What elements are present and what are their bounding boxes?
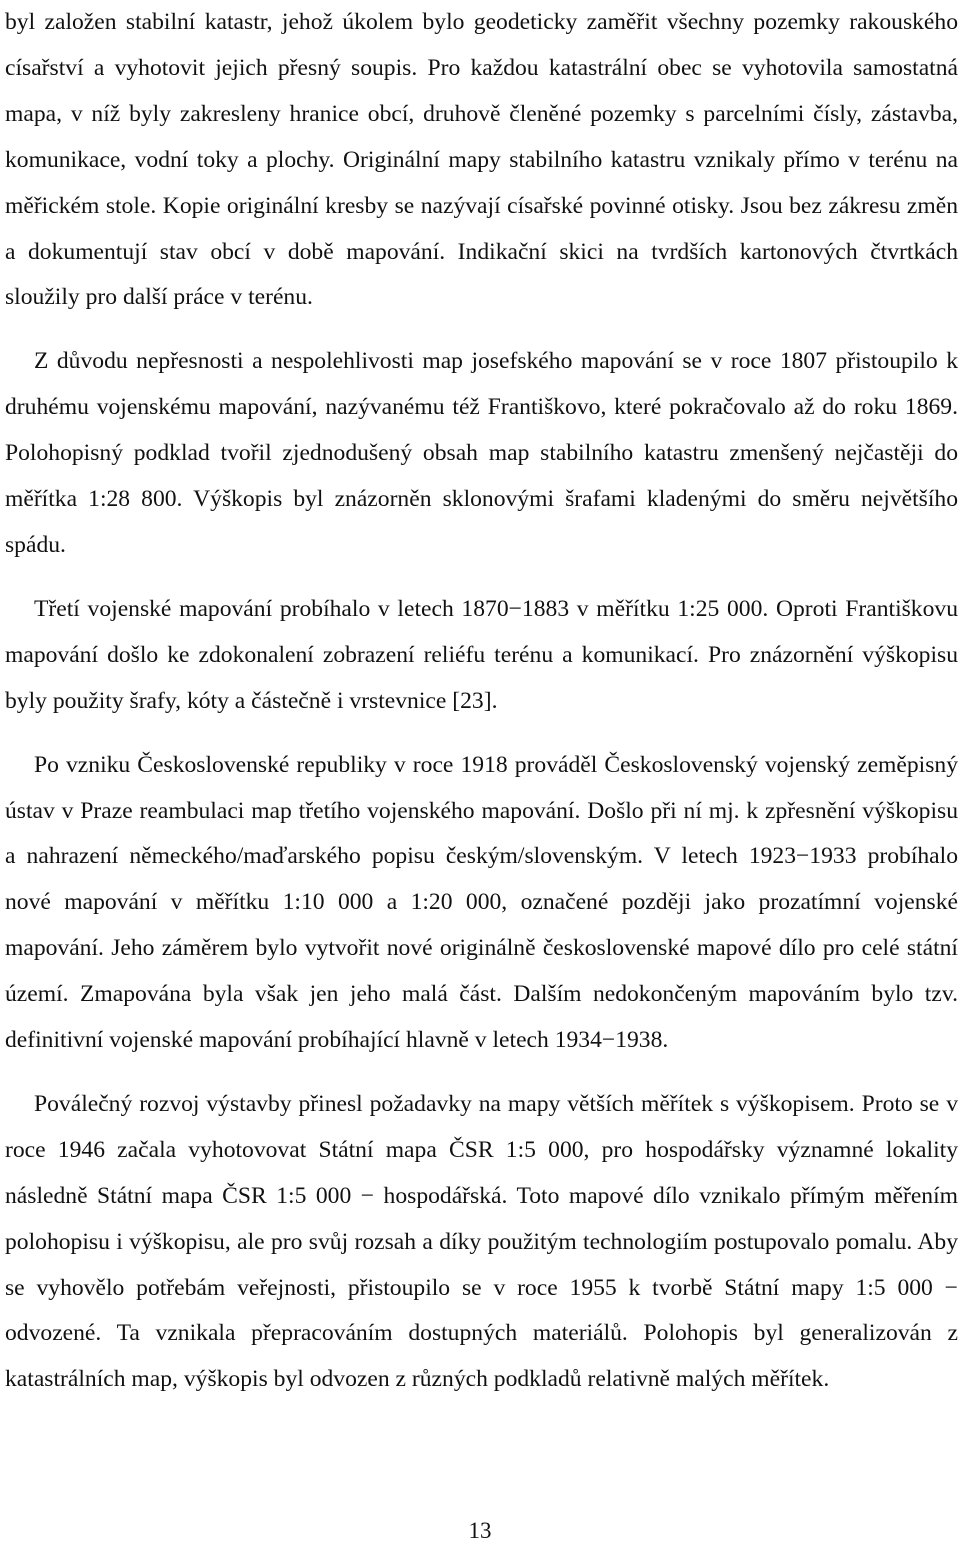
paragraph-postwar-state-map: Poválečný rozvoj výstavby přinesl požadavky na mapy větších měřítek s výškopisem. Proto se v roce 1946 začala vyhotovovat Státní mapa ČSR 1:5 000, pro hospodářsky významné lokality následně Státní mapa ČSR 1:5 000 − hospodářská. Toto mapové dílo vznikalo přímým měřením polohopisu i výškopisu, ale pro svůj rozsah a díky použitým technologiím postupovalo pomalu. Aby se vyhovělo potřebám veřejnosti, přistoupilo se v roce 1955 k tvorbě Státní mapy 1:5 000 − odvozené. Ta vznikala přepracováním dostupných materiálů. Polohopis byl generalizován z katastrálních map, výškopis byl odvozen z různých podkladů relativně malých měřítek. bbox=[5, 1090, 958, 1393]
paragraph-second-military-mapping: Z důvodu nepřesnosti a nespolehlivosti map josefského mapování se v roce 1807 přistoupilo k druhému vojenskému mapování, nazývanému též Františkovo, které pokračovalo až do roku 1869. Polohopisný podklad tvořil zjednodušený obsah map stabilního katastru zmenšený nejčastěji do měřítka 1:28 800. Výškopis byl znázorněn sklonovými šrafami kladenými do směru největšího spádu. bbox=[5, 348, 958, 558]
paragraph-gap bbox=[5, 321, 958, 339]
paragraph-gap bbox=[5, 569, 958, 587]
paragraph-gap bbox=[5, 1064, 958, 1082]
paragraph-third-military-mapping: Třetí vojenské mapování probíhalo v letech 1870−1883 v měřítku 1:25 000. Oproti Františkovu mapování došlo ke zdokonalení zobrazení reliéfu terénu a komunikací. Pro znázornění výškopisu byly použity šrafy, kóty a částečně i vrstevnice [23]. bbox=[5, 595, 958, 714]
paragraph-stable-cadastre: byl založen stabilní katastr, jehož úkolem bylo geodeticky zaměřit všechny pozemky rakouského císařství a vyhotovit jejich přesný soupis. Pro každou katastrální obec se vyhotovila samostatná mapa, v níž byly zakresleny hranice obcí, druhově členěné pozemky s parcelními čísly, zástavba, komunikace, vodní toky a plochy. Originální mapy stabilního katastru vznikaly přímo v terénu na měřickém stole. Kopie originální kresby se nazývají císařské povinné otisky. Jsou bez zákresu změn a dokumentují stav obcí v době mapování. Indikační skici na tvrdších kartonových čtvrtkách sloužily pro další práce v terénu. bbox=[5, 9, 958, 311]
document-page bbox=[5, 0, 958, 1403]
paragraph-czechoslovak-mapping: Po vzniku Československé republiky v roce 1918 prováděl Československý vojenský zeměpisný ústav v Praze reambulaci map třetího vojenského mapování. Došlo při ní mj. k zpřesnění výškopisu a nahrazení německého/maďarského popisu českým/slovenským. V letech 1923−1933 probíhalo nové mapování v měřítku 1:10 000 a 1:20 000, označené později jako prozatímní vojenské mapování. Jeho záměrem bylo vytvořit nové originálně československé mapové dílo pro celé státní území. Zmapována byla však jen jeho malá část. Dalším nedokončeným mapováním bylo tzv. definitivní vojenské mapování probíhající hlavně v letech 1934−1938. bbox=[5, 751, 958, 1054]
page-number: 13 bbox=[468, 1518, 492, 1543]
paragraph-gap bbox=[5, 725, 958, 743]
